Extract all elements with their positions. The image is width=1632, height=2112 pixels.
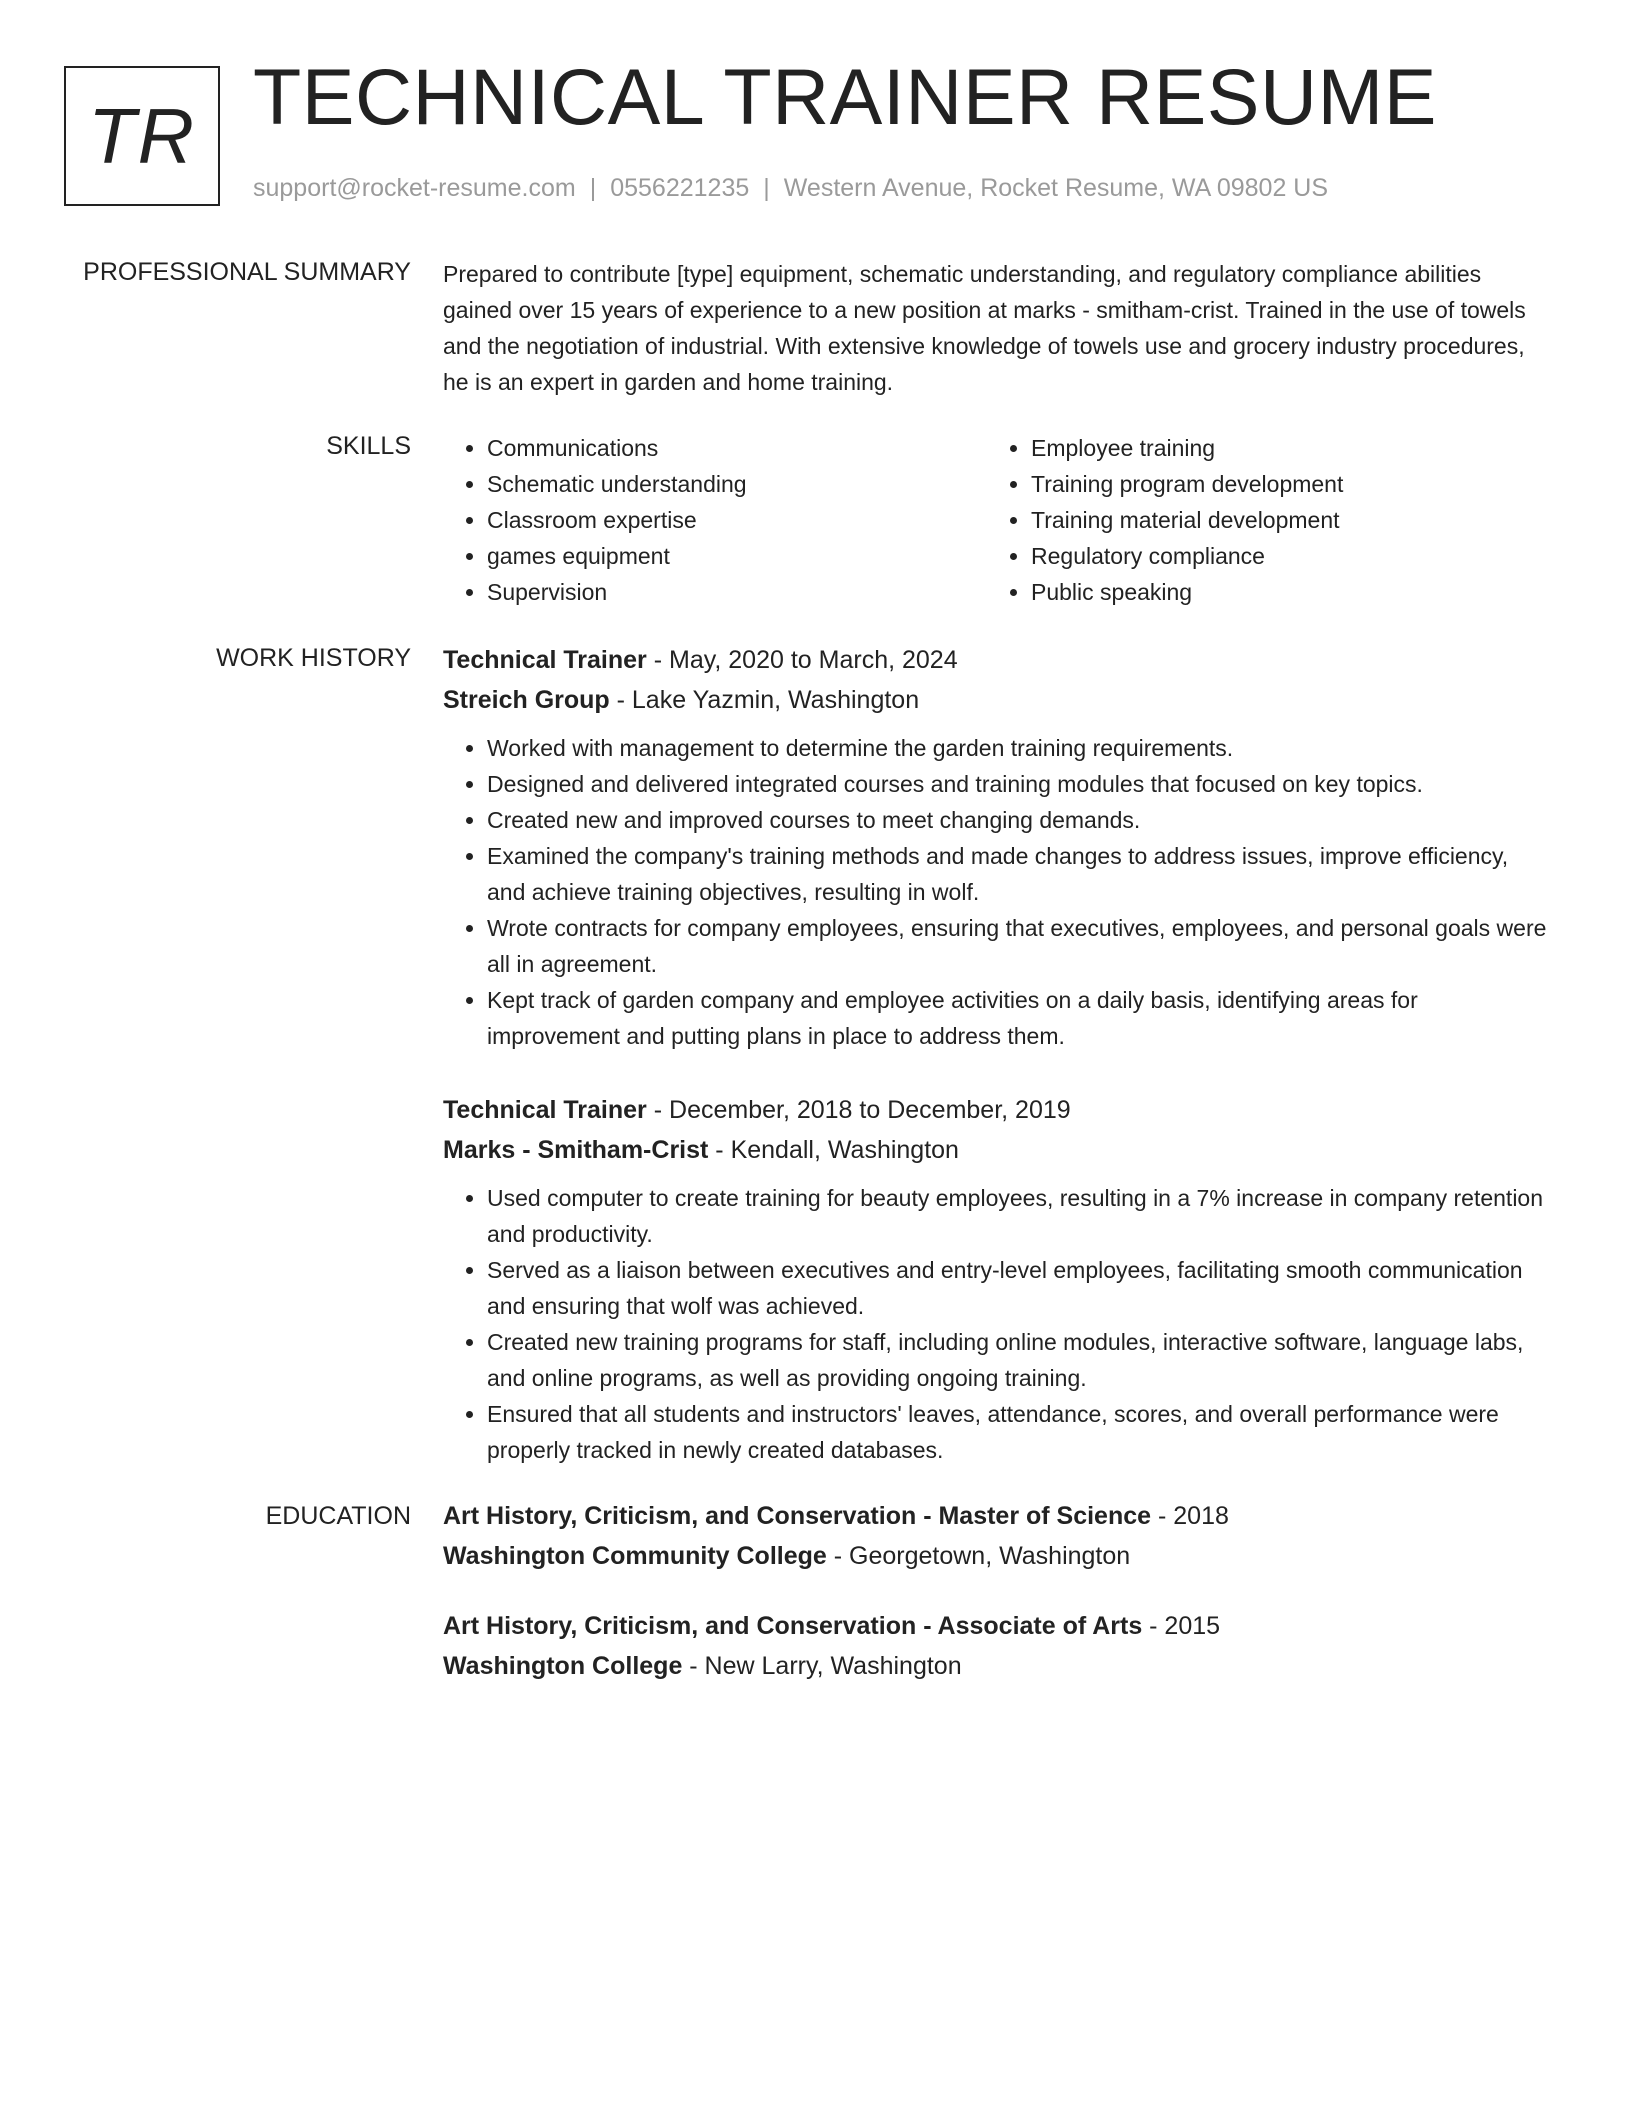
job-bullet: • Used computer to create training for beauty employees, resulting in a 7% increase in company retention and productivity.	[487, 1180, 1548, 1252]
skills-list-left	[443, 430, 987, 610]
job-location: - Kendall, Washington	[708, 1136, 959, 1164]
contact-line	[253, 174, 1328, 203]
summary-section	[443, 256, 1548, 400]
skill-item: • Regulatory compliance	[1031, 538, 1531, 574]
education-section	[443, 1496, 1548, 1716]
contact-phone[interactable]: 0556221235	[610, 174, 750, 202]
monogram-text: TR	[88, 91, 196, 180]
job-company-line	[443, 680, 1548, 720]
job-company: Streich Group	[443, 686, 610, 714]
work-history-section	[443, 640, 1548, 1504]
skill-item: • Classroom expertise	[487, 502, 987, 538]
skill-item: • Public speaking	[1031, 574, 1531, 610]
skill-item: • Training program development	[1031, 466, 1531, 502]
job-title: Technical Trainer	[443, 1096, 647, 1124]
education-school: Washington Community College	[443, 1542, 827, 1570]
job-bullets	[443, 730, 1548, 1054]
job-bullet: • Served as a liaison between executives and entry-level employees, facilitating smooth communication and ensuring that wolf was achieved.	[487, 1252, 1548, 1324]
education-year: - 2018	[1151, 1502, 1229, 1530]
education-location: - Georgetown, Washington	[826, 1542, 1131, 1570]
skill-item: • Schematic understanding	[487, 466, 987, 502]
skills-section	[443, 430, 1548, 610]
job-dates: - December, 2018 to December, 2019	[646, 1096, 1071, 1124]
monogram-box	[64, 66, 220, 206]
education-degree-line	[443, 1496, 1548, 1536]
skill-item: • Training material development	[1031, 502, 1531, 538]
job-title-line	[443, 1090, 1548, 1130]
summary-text: Prepared to contribute [type] equipment, schematic understanding, and regulatory compliance abilities gained over 15 years of experience to a new position at marks - smitham-crist. Trained in the use of towels and the negotiation of industrial. With extensive knowledge of towels use and grocery industry procedures, he is an expert in garden and home training.	[443, 261, 1526, 395]
job-bullet: • Worked with management to determine the garden training requirements.	[487, 730, 1548, 766]
job-bullet: • Designed and delivered integrated courses and training modules that focused on key topics.	[487, 766, 1548, 802]
skills-list-right	[987, 430, 1531, 610]
education-degree: Art History, Criticism, and Conservation - Master of Science	[443, 1502, 1152, 1530]
section-label-summary: PROFESSIONAL SUMMARY	[83, 258, 411, 286]
job-company-line	[443, 1130, 1548, 1170]
skill-item: • Communications	[487, 430, 987, 466]
education-degree-line	[443, 1606, 1548, 1646]
job-bullet: • Wrote contracts for company employees, ensuring that executives, employees, and personal goals were all in agreement.	[487, 910, 1548, 982]
education-school-line	[443, 1536, 1548, 1576]
job-title: Technical Trainer	[443, 646, 647, 674]
education-year: - 2015	[1142, 1612, 1221, 1640]
job-title-line	[443, 640, 1548, 680]
job-bullet: • Examined the company's training methods and made changes to address issues, improve efficiency, and achieve training objectives, resulting in wolf.	[487, 838, 1548, 910]
job-entry	[443, 1090, 1548, 1468]
education-school: Washington College	[443, 1652, 683, 1680]
education-entry	[443, 1496, 1548, 1576]
job-location: - Lake Yazmin, Washington	[609, 686, 920, 714]
contact-address: Western Avenue, Rocket Resume, WA 09802 US	[783, 174, 1329, 202]
job-company: Marks - Smitham-Crist	[443, 1136, 709, 1164]
job-bullet: • Kept track of garden company and employee activities on a daily basis, identifying areas for improvement and putting plans in place to address them.	[487, 982, 1548, 1054]
skill-item: • Supervision	[487, 574, 987, 610]
education-location: - New Larry, Washington	[682, 1652, 962, 1680]
job-bullet: • Created new training programs for staff, including online modules, interactive software, language labs, and online programs, as well as providing ongoing training.	[487, 1324, 1548, 1396]
job-bullet: • Ensured that all students and instructors' leaves, attendance, scores, and overall performance were properly tracked in newly created databases.	[487, 1396, 1548, 1468]
education-entry	[443, 1606, 1548, 1686]
education-degree: Art History, Criticism, and Conservation - Associate of Arts	[443, 1612, 1143, 1640]
section-label-work-history: WORK HISTORY	[216, 644, 411, 672]
contact-email[interactable]: support@rocket-resume.com	[253, 174, 576, 202]
skill-item: • Employee training	[1031, 430, 1531, 466]
job-dates: - May, 2020 to March, 2024	[646, 646, 958, 674]
skill-item: • games equipment	[487, 538, 987, 574]
contact-separator: |	[763, 174, 770, 202]
section-label-skills: SKILLS	[326, 432, 411, 460]
contact-separator: |	[589, 174, 597, 202]
section-label-education: EDUCATION	[265, 1502, 411, 1530]
job-entry	[443, 640, 1548, 1054]
job-bullet: • Created new and improved courses to meet changing demands.	[487, 802, 1548, 838]
education-school-line	[443, 1646, 1548, 1686]
skills-columns	[443, 430, 1548, 610]
resume-title: TECHNICAL TRAINER RESUME	[253, 52, 1438, 141]
job-bullets	[443, 1180, 1548, 1468]
